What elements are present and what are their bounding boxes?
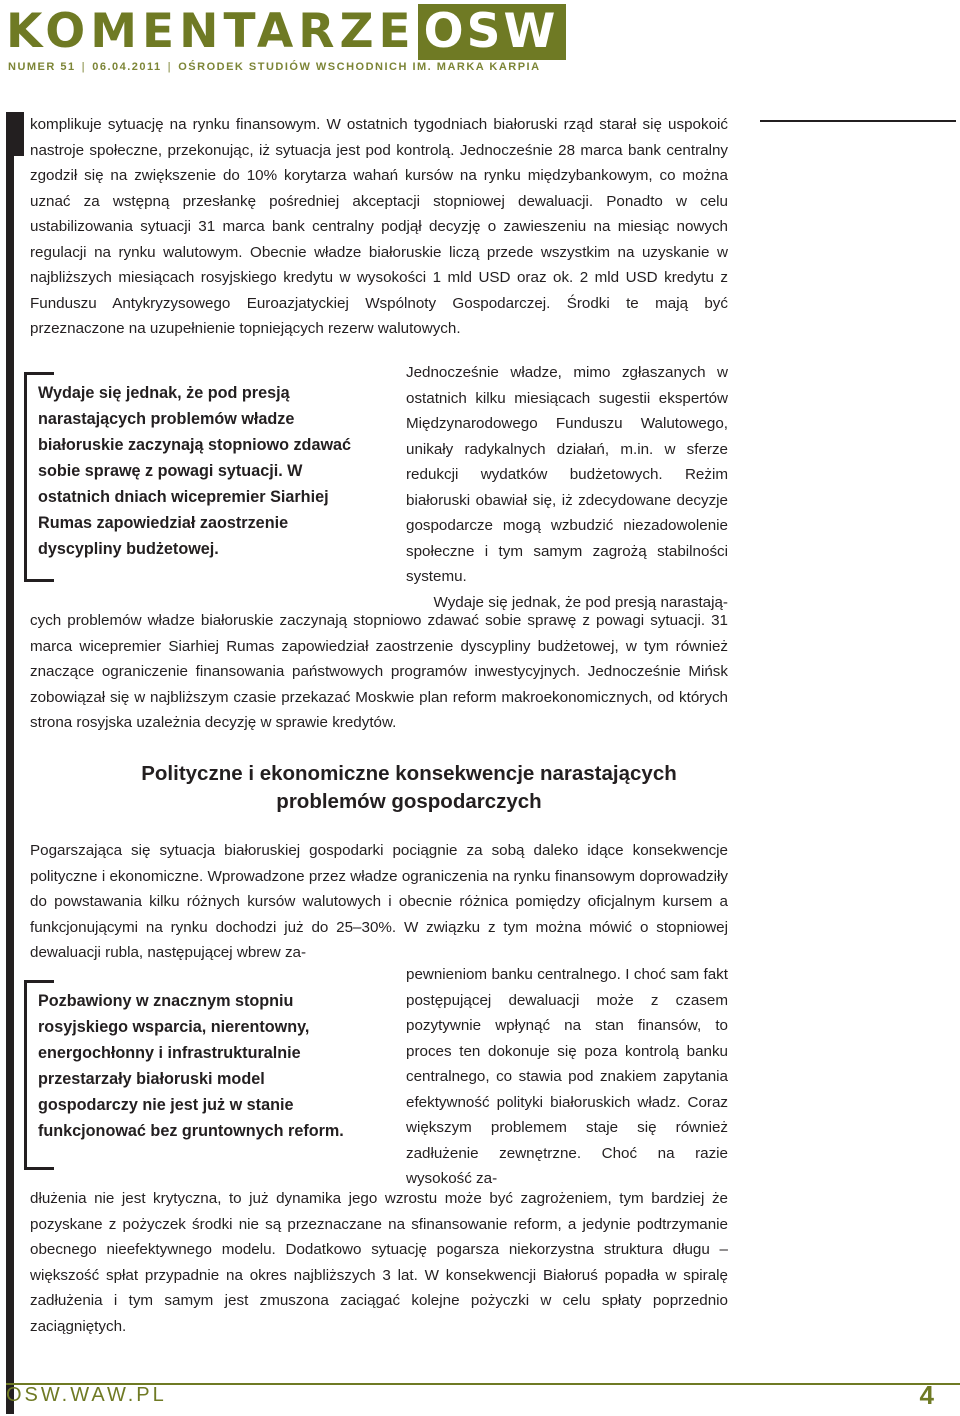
masthead-osw-box: OSW (418, 4, 567, 60)
meta-separator: | (81, 61, 87, 73)
footer-url[interactable]: OSW.WAW.PL (6, 1384, 167, 1406)
quote-border (24, 372, 27, 582)
masthead-title: KOMENTARZE (6, 4, 416, 59)
quote-border (24, 980, 27, 1170)
publisher-name: OŚRODEK STUDIÓW WSCHODNICH IM. MARKA KARPIA (178, 61, 541, 73)
pull-quote (24, 372, 380, 582)
quote-border (24, 579, 54, 582)
left-margin-tab (6, 112, 24, 156)
quote-border (24, 372, 54, 375)
pull-quote-text: Pozbawiony w znacznym stopniu rosyjskiego wsparcia, nierentowny, energochłonny i infrastrukturalnie przestarzały białoruski model gospodarczy nie jest już w stanie funkcjonować bez gruntownych reform. (38, 992, 344, 1140)
pull-quote-text: Wydaje się jednak, że pod presją narastających problemów władze białoruskie zaczynają stopniowo zdawać sobie sprawę z powagi sytuacji. W ostatnich dniach wicepremier Siarhiej Rumas zapowiedział zaostrzenie dyscypliny budżetowej. (38, 384, 352, 558)
quote-border (24, 980, 54, 983)
body-paragraph: Jednocześnie władze, mimo zgłaszanych w ostatnich kilku miesiącach sugestii ekspertów Międzynarodowego Funduszu Walutowego, unikały radykalnych działań, m.in. w sferze redukcji wydatków budżetowych. Reżim białoruski obawiał się, iż zdecydowane decyzje gospodarcze mogą wzbudzić niezadowolenie społeczne i tym samym zagrożą stabilności systemu. (406, 364, 728, 585)
section-heading: Polityczne i ekonomiczne konsekwencje narastających problemów gospodarczych (141, 762, 677, 813)
pull-quote (24, 980, 380, 1170)
left-margin-bar (6, 112, 14, 1414)
top-right-rule (760, 120, 956, 122)
meta-separator: | (167, 61, 173, 73)
body-paragraph: Wydaje się jednak, że pod presją narastają- (433, 594, 728, 611)
body-paragraph: dłużenia nie jest krytyczna, to już dynamika jego wzrostu może być zagrożeniem, tym bardziej że pozyskane z pożyczek środki nie są przeznaczane na sfinansowanie reform, a jedynie podtrzymanie obecnego nieefektywnego modelu. Dodatkowo sytuację pogarsza niekorzystna struktura długu – większość spłat przypadnie na okres najbliższych 3 lat. W konsekwencji Białoruś popadła w spiralę zadłużenia i tym samym jest zmuszona zaciągać kolejne pożyczki w celu spłaty poprzednio zaciągniętych. (30, 1190, 728, 1335)
body-paragraph: cych problemów władze białoruskie zaczynają stopniowo zdawać sobie sprawę z powagi sytuacji. 31 marca wicepremier Siarhiej Rumas zapowiedział zaostrzenie dyscypliny budżetowej, w tym również znaczące ograniczenie finansowania państwowych programów inwestycyjnych. Jednocześnie Mińsk zobowiązał się w najbliższym czasie przekazać Moskwie plan reform makroekonomicznych, od których strona rosyjska uzależnia decyzję w sprawie kredytów. (30, 612, 728, 731)
body-paragraph: Pogarszająca się sytuacja białoruskiej gospodarki pociągnie za sobą daleko idące konsekwencje polityczne i ekonomiczne. Wprowadzone przez władze ograniczenia na rynku finansowym doprowadziły do powstawania kilku różnych kursów walutowych i obecnie różnica pomiędzy oficjalnym kursem a funkcjonującymi na rynku dochodzi już do 25–30%. W związku z tym można mówić o stopniowej dewaluacji rubla, następującej wbrew za- (30, 842, 728, 961)
masthead (6, 4, 566, 60)
masthead-meta (8, 61, 541, 73)
page-number: 4 (919, 1380, 934, 1410)
body-paragraph: komplikuje sytuację na rynku finansowym. W ostatnich tygodniach białoruski rząd starał się uspokoić nastroje społeczne, przekonując, iż sytuacja jest pod kontrolą. Jednocześnie 28 marca bank centralny zgodził się na zwiększenie do 10% korytarza wahań kursów na rynku międzybankowym, co można uznać za wstępną przesłankę pośredniej akceptacji stopniowej dewaluacji. Ponadto w celu ustabilizowania sytuacji 31 marca bank centralny podjął decyzję o zawieszeniu na miesiąc nowych regulacji na rynku walutowym. Obecnie władze białoruskie liczą przede wszystkim na uzyskanie w najbliższych miesiącach rosyjskiego kredytu w wysokości 1 mld USD oraz ok. 2 mld USD kredytu z Funduszu Antykryzysowego Euroazjatyckiej Wspólnoty Gospodarczej. Środki te mają być przeznaczone na uzupełnienie topniejących rezerw walutowych. (30, 116, 728, 337)
body-paragraph: pewnieniom banku centralnego. I choć sam fakt postępującej dewaluacji może z czasem pozytywnie wpłynąć na stan finansów, to proces ten dokonuje się poza kontrolą banku centralnego, co stawia pod znakiem zapytania efektywność polityki białoruskich władz. Coraz większym problemem staje się również zadłużenie zewnętrzne. Choć na razie wysokość za- (406, 966, 728, 1187)
quote-border (24, 1167, 54, 1170)
issue-number: NUMER 51 (8, 61, 76, 73)
issue-date: 06.04.2011 (92, 61, 162, 73)
